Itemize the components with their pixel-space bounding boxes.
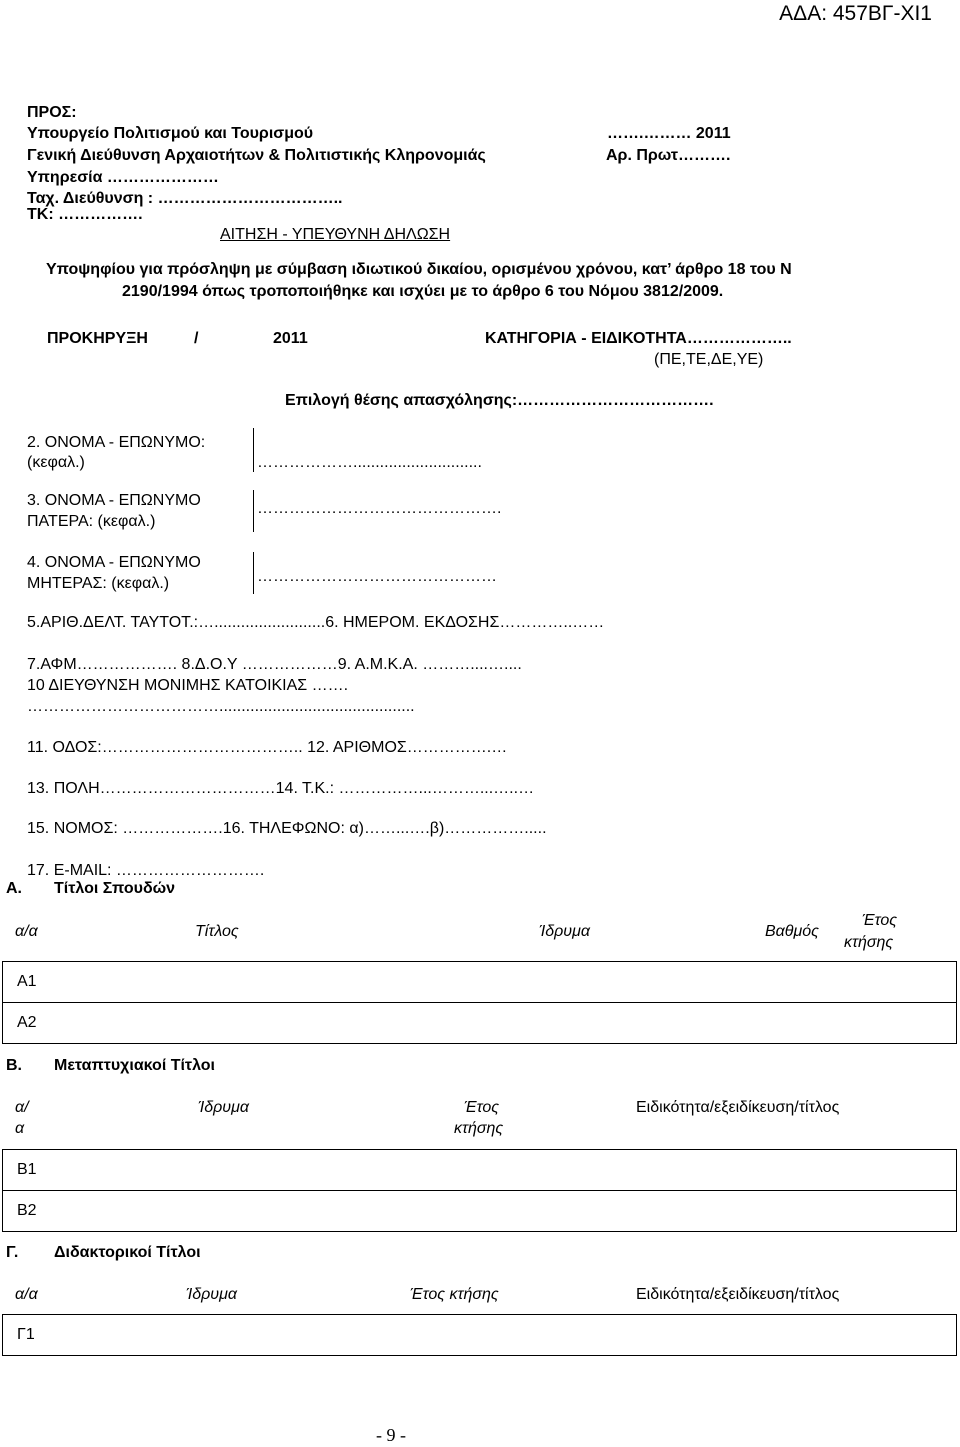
col-year: Έτος κτήσης bbox=[410, 1286, 499, 1303]
section-b-letter: Β. bbox=[6, 1057, 22, 1074]
name-label-line2: (κεφαλ.) bbox=[27, 454, 85, 471]
col-grade: Βαθμός bbox=[765, 923, 819, 940]
col-institution: Ίδρυμα bbox=[186, 1286, 237, 1303]
position-choice-field: Επιλογή θέσης απασχόλησης:………………………………. bbox=[285, 392, 714, 409]
to-label: ΠΡΟΣ: bbox=[27, 104, 77, 121]
section-b-table bbox=[2, 1149, 957, 1232]
directorate: Γενική Διεύθυνση Αρχαιοτήτων & Πολιτιστικής Κληρονομιάς bbox=[27, 147, 486, 164]
prefecture-and-phone[interactable]: 15. ΝΟΜΟΣ: ……………….16. ΤΗΛΕΦΩΝΟ: α)……...….β)……………..... bbox=[27, 820, 547, 837]
protocol-number: Αρ. Πρωτ………. bbox=[606, 147, 731, 164]
table-row bbox=[3, 1315, 957, 1356]
col-year-line1: Έτος bbox=[862, 912, 898, 929]
col-specialty: Ειδικότητα/εξειδίκευση/τίτλος bbox=[636, 1099, 840, 1116]
permanent-address-label[interactable]: 10 ΔΙΕΥΘΥΝΣΗ ΜΟΝΙΜΗΣ ΚΑΤΟΙΚΙΑΣ ……. bbox=[27, 677, 349, 694]
name-field[interactable]: ………………............................. bbox=[257, 454, 482, 471]
col-institution: Ίδρυμα bbox=[198, 1099, 249, 1116]
service-field: Υπηρεσία ………………… bbox=[27, 169, 219, 186]
category-options: (ΠΕ,ΤΕ,ΔΕ,ΥΕ) bbox=[654, 351, 764, 368]
col-year-line1: Έτος bbox=[464, 1099, 500, 1116]
permanent-address-field[interactable]: ………………………………............................................ bbox=[27, 698, 415, 715]
ada-code: ΑΔΑ: 457ΒΓ-ΧΙ1 bbox=[779, 2, 932, 25]
table-row bbox=[3, 962, 957, 1003]
section-a-letter: Α. bbox=[6, 880, 22, 897]
col-title: Τίτλος bbox=[195, 923, 239, 940]
father-name-label-line2: ΠΑΤΕΡΑ: (κεφαλ.) bbox=[27, 513, 156, 530]
row-label: Β1 bbox=[3, 1150, 957, 1191]
col-aa-line1: α/ bbox=[15, 1099, 29, 1116]
subtitle-line-2: 2190/1994 όπως τροποποιήθηκε και ισχύει με το άρθρο 6 του Νόμου 3812/2009. bbox=[122, 283, 724, 300]
email-field[interactable]: 17. E-MAIL: ………………………. bbox=[27, 862, 265, 879]
row-label: Β2 bbox=[3, 1191, 957, 1232]
table-row bbox=[3, 1003, 957, 1044]
father-name-field[interactable]: ………………………………………. bbox=[257, 500, 502, 517]
section-a-title: Τίτλοι Σπουδών bbox=[54, 880, 176, 897]
col-aa-line2: α bbox=[15, 1120, 25, 1137]
date-line: …….……… 2011 bbox=[607, 125, 731, 142]
col-specialty: Ειδικότητα/εξειδίκευση/τίτλος bbox=[636, 1286, 840, 1303]
section-b-title: Μεταπτυχιακοί Τίτλοι bbox=[54, 1057, 215, 1074]
announcement-label: ΠΡΟΚΗΡΥΞΗ bbox=[47, 330, 148, 347]
category-field: ΚΑΤΗΓΟΡΙΑ - ΕΙΔΙΚΟΤΗΤΑ……………….. bbox=[485, 330, 792, 347]
street-and-number[interactable]: 11. ΟΔΟΣ:……………………………….. 12. ΑΡΙΘΜΟΣ…………….… bbox=[27, 739, 508, 756]
postal-address-field: Ταχ. Διεύθυνση : …………………………….. bbox=[27, 190, 343, 207]
field-separator bbox=[253, 552, 254, 594]
mother-name-label-line2: ΜΗΤΕΡΑΣ: (κεφαλ.) bbox=[27, 575, 170, 592]
ministry: Υπουργείο Πολιτισμού και Τουρισμού bbox=[27, 125, 314, 142]
form-title: ΑΙΤΗΣΗ - ΥΠΕΥΘΥΝΗ ΔΗΛΩΣΗ bbox=[220, 226, 451, 243]
mother-name-field[interactable]: ……………………………………… bbox=[257, 568, 497, 585]
announcement-year: 2011 bbox=[273, 330, 308, 347]
tax-id-doy-amka[interactable]: 7.ΑΦΜ………………. 8.Δ.Ο.Υ ………………9. Α.Μ.Κ.Α. ………....….... bbox=[27, 656, 522, 673]
announcement-slash: / bbox=[194, 330, 199, 347]
page-number: - 9 - bbox=[376, 1425, 406, 1445]
row-label: Γ1 bbox=[3, 1315, 957, 1356]
row-label: Α1 bbox=[3, 962, 957, 1003]
col-aa: α/α bbox=[15, 923, 38, 940]
city-and-postcode[interactable]: 13. ΠΟΛΗ……………………………14. Τ.Κ.: ……………...………...…..… bbox=[27, 780, 535, 797]
col-year-line2: κτήσης bbox=[454, 1120, 504, 1137]
section-c-table bbox=[2, 1314, 957, 1356]
section-c-title: Διδακτορικοί Τίτλοι bbox=[54, 1244, 201, 1261]
col-aa: α/α bbox=[15, 1286, 38, 1303]
table-row bbox=[3, 1150, 957, 1191]
row-label: Α2 bbox=[3, 1003, 957, 1044]
field-separator bbox=[253, 490, 254, 532]
section-c-letter: Γ. bbox=[6, 1244, 19, 1261]
postal-code-field: ΤΚ: ……………. bbox=[27, 206, 143, 223]
name-label-line1: 2. ΟΝΟΜΑ - ΕΠΩΝΥΜΟ: bbox=[27, 434, 206, 451]
subtitle-line-1: Υποψηφίου για πρόσληψη με σύμβαση ιδιωτικού δικαίου, ορισμένου χρόνου, κατ’ άρθρο 18 του Ν bbox=[46, 261, 792, 278]
col-year-line2: κτήσης bbox=[844, 934, 894, 951]
table-row bbox=[3, 1191, 957, 1232]
field-separator bbox=[253, 428, 254, 472]
col-institution: Ίδρυμα bbox=[539, 923, 590, 940]
id-card-and-issue-date[interactable]: 5.ΑΡΙΘ.ΔΕΛΤ. ΤΑΥΤΟΤ.:….........................6. ΗΜΕΡΟΜ. ΕΚΔΟΣΗΣ…………..…… bbox=[27, 614, 605, 631]
section-a-table bbox=[2, 961, 957, 1044]
mother-name-label-line1: 4. ΟΝΟΜΑ - ΕΠΩΝΥΜΟ bbox=[27, 554, 201, 571]
father-name-label-line1: 3. ΟΝΟΜΑ - ΕΠΩΝΥΜΟ bbox=[27, 492, 201, 509]
